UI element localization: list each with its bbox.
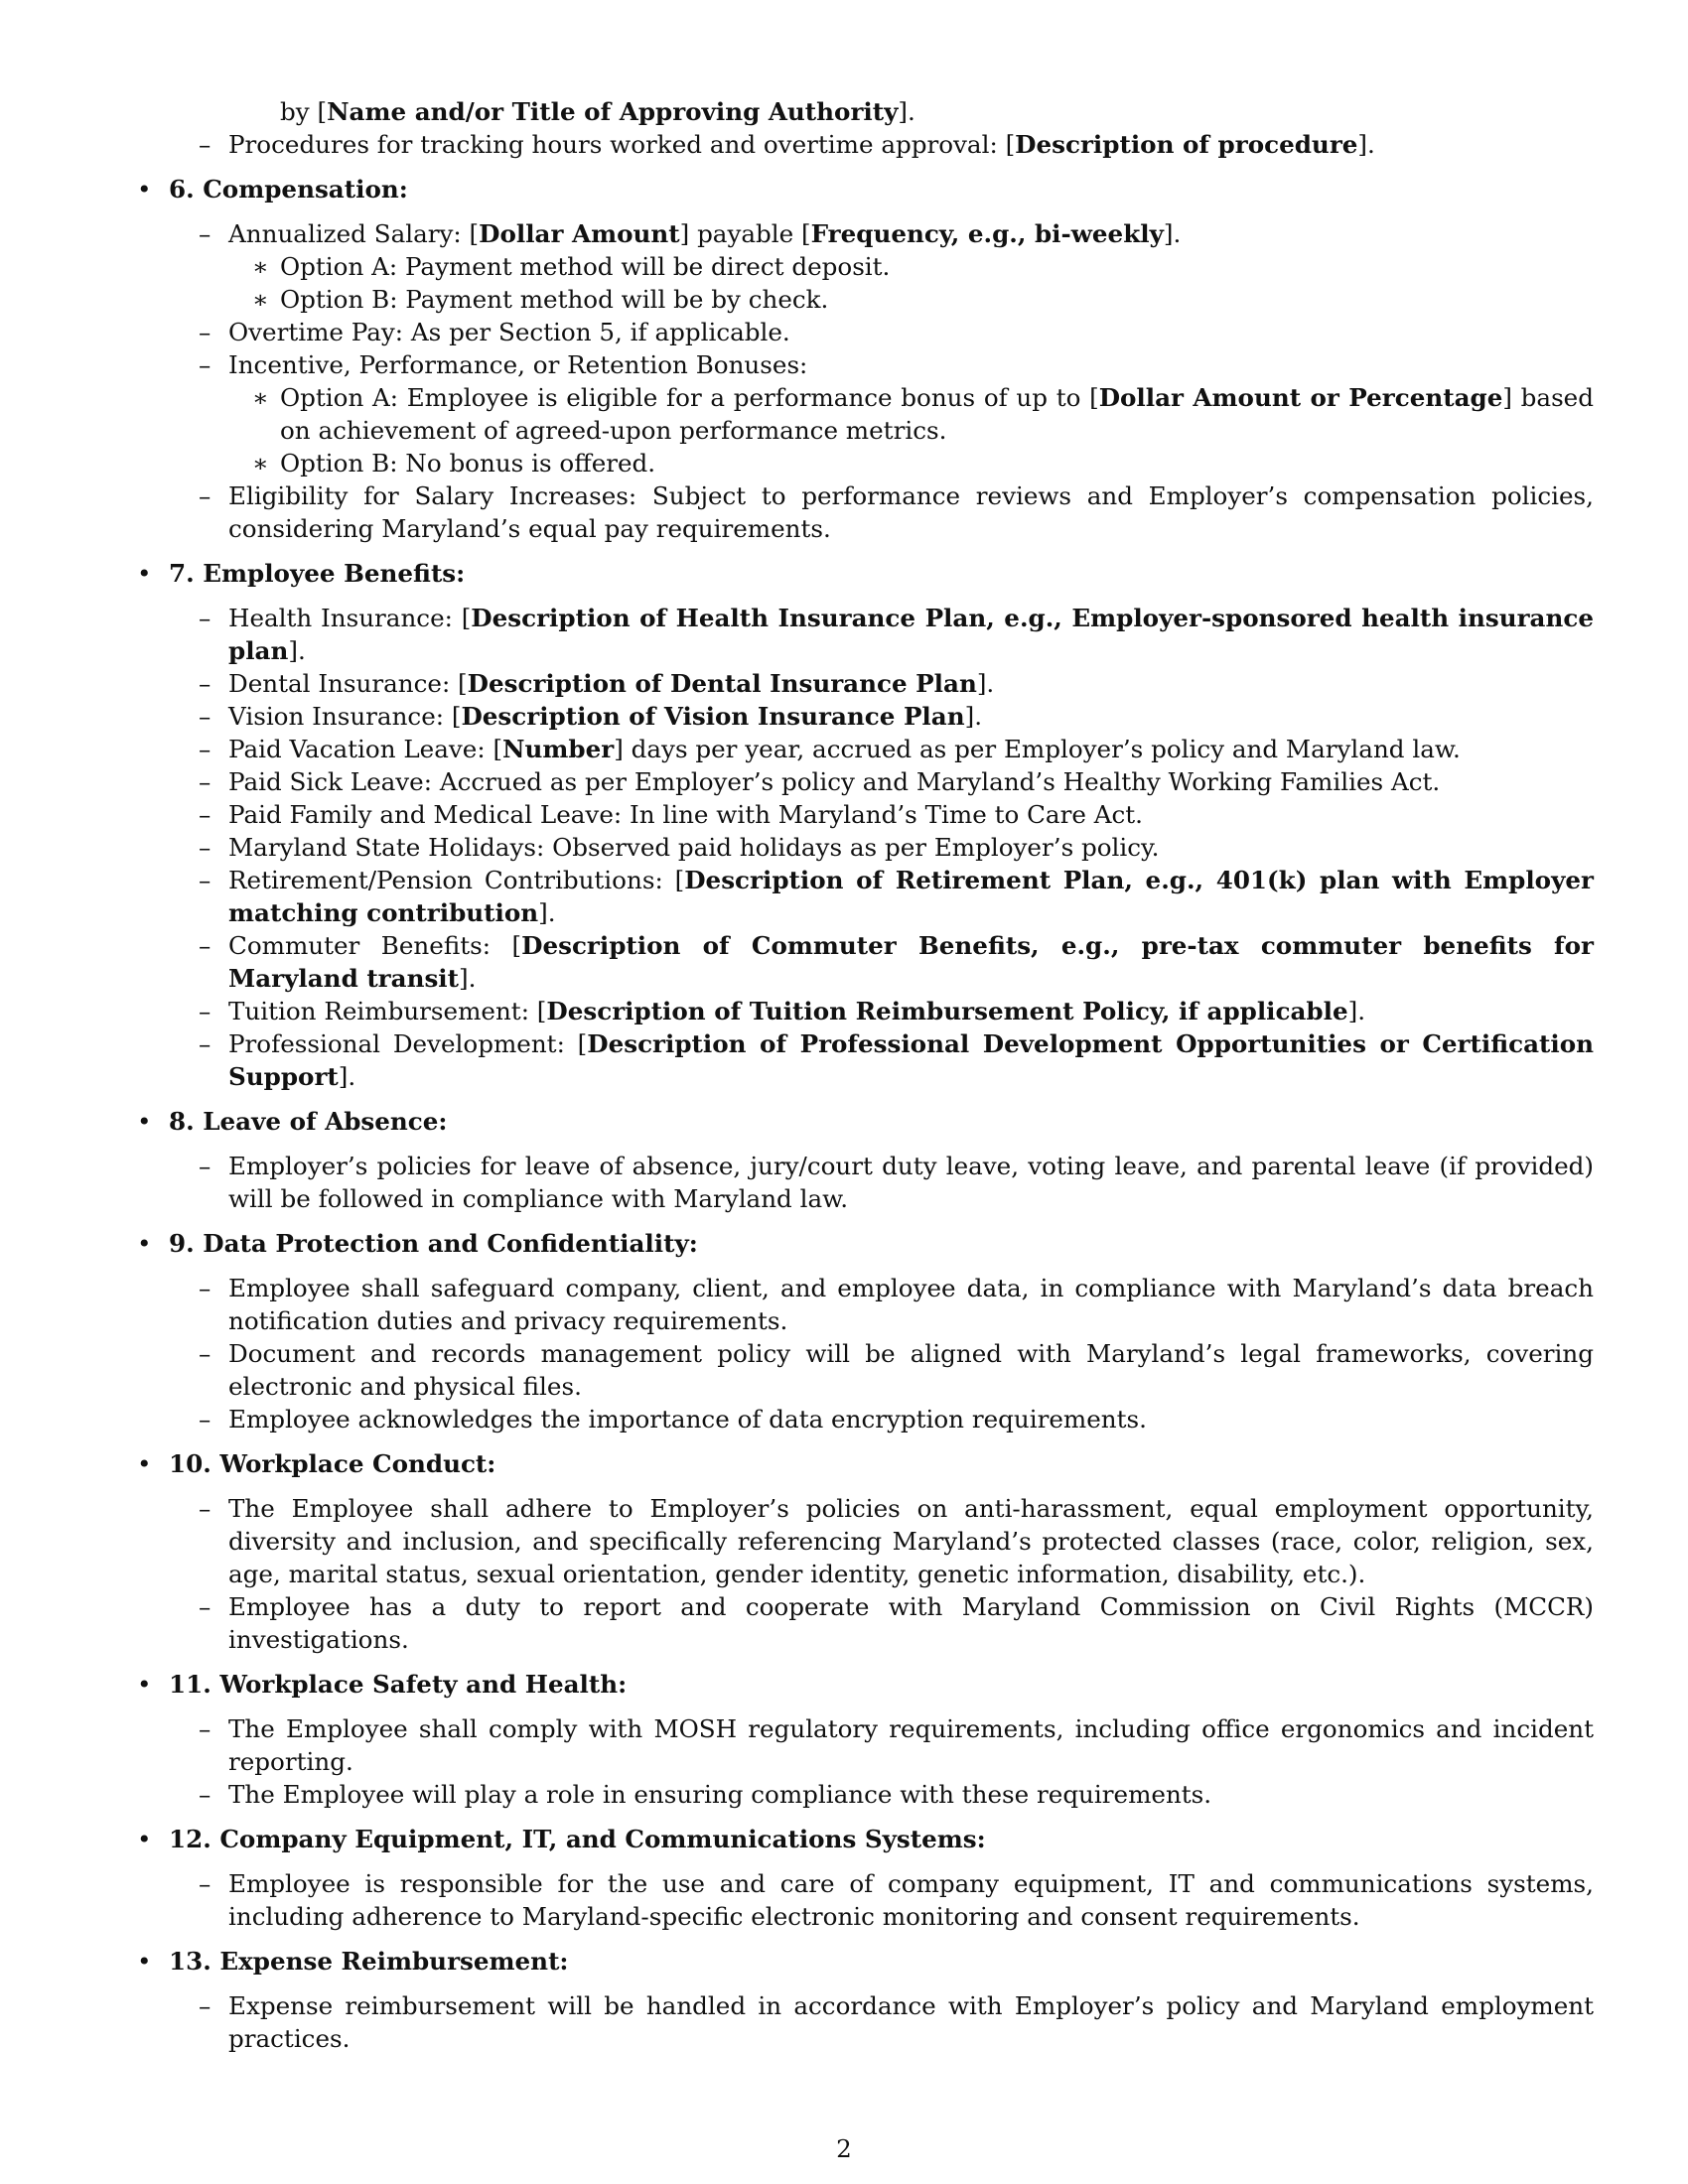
list-item [129, 217, 1594, 250]
list-item [129, 1492, 1594, 1590]
heading-text: 6. Compensation: [169, 175, 408, 204]
asterisk-bullet: ∗ [252, 383, 269, 412]
placeholder-tuition: Description of Tuition Reimbursement Policy, if applicable [546, 997, 1348, 1025]
list-item [129, 1272, 1594, 1337]
list-item [129, 667, 1594, 700]
text-span: ]. [1163, 219, 1182, 248]
section-workplace-safety [129, 1668, 1594, 1811]
text-span: Tuition Reimbursement: [ [228, 997, 547, 1025]
asterisk-bullet: ∗ [252, 285, 269, 314]
text-span: Employee has a duty to report and cooperate with Maryland Commission on Civil Rights (MCCR) investigations. [228, 1592, 1594, 1654]
text-span: ]. [1357, 130, 1375, 159]
section-items [129, 1989, 1594, 2055]
text-span: ]. [898, 97, 915, 126]
text-span: The Employee shall comply with MOSH regulatory requirements, including office ergonomics and incident reporting. [228, 1714, 1594, 1776]
placeholder-health: Description of Health Insurance Plan, e.g., Employer-sponsored health insurance plan [228, 604, 1594, 665]
section-items [129, 1867, 1594, 1933]
dash-bullet: – [199, 1405, 211, 1433]
text-span: ] days per year, accrued as per Employer’s policy and Maryland law. [614, 735, 1461, 763]
text-span: ]. [976, 669, 995, 698]
dash-bullet: – [199, 1780, 211, 1809]
text-span: Professional Development: [ [228, 1029, 588, 1058]
list-item [129, 1403, 1594, 1435]
text-span: by [ [280, 97, 328, 126]
list-item [129, 1867, 1594, 1933]
list-item [129, 1150, 1594, 1215]
placeholder-frequency: Frequency, e.g., bi-weekly [810, 219, 1164, 248]
section-items [129, 1712, 1594, 1811]
list-item [129, 1778, 1594, 1811]
bullet-icon: • [137, 1670, 152, 1699]
section-heading [129, 1227, 1594, 1260]
dash-bullet: – [199, 735, 211, 763]
section-heading [129, 173, 1594, 205]
text-span: ]. [964, 702, 983, 731]
text-span: Option B: Payment method will be by check. [280, 285, 829, 314]
text-span: Employer’s policies for leave of absence, jury/court duty leave, voting leave, and parental leave (if provided) will be followed in compliance with Maryland law. [228, 1152, 1594, 1213]
text-span: Vision Insurance: [ [228, 702, 462, 731]
list-item [129, 864, 1594, 929]
dash-bullet: – [199, 1029, 211, 1058]
text-span: Procedures for tracking hours worked and overtime approval: [ [228, 130, 1016, 159]
section-leave-of-absence [129, 1105, 1594, 1215]
dash-bullet: – [199, 481, 211, 510]
bullet-icon: • [137, 1947, 152, 1976]
dash-bullet: – [199, 800, 211, 829]
heading-text: 8. Leave of Absence: [169, 1107, 448, 1136]
list-item [129, 1590, 1594, 1656]
text-span: Expense reimbursement will be handled in accordance with Employer’s policy and Maryland employment practices. [228, 1991, 1594, 2053]
section-heading [129, 1105, 1594, 1138]
dash-bullet: – [199, 350, 211, 379]
placeholder-commuter: Description of Commuter Benefits, e.g., pre-tax commuter benefits for Maryland transit [228, 931, 1594, 993]
dash-bullet: – [199, 1714, 211, 1743]
section-items [129, 602, 1594, 1093]
section-heading [129, 557, 1594, 590]
bullet-icon: • [137, 1107, 152, 1136]
bullet-icon: • [137, 175, 152, 204]
text-span: Overtime Pay: As per Section 5, if applicable. [228, 318, 790, 346]
text-span: ] based on achievement of agreed-upon performance metrics. [280, 383, 1594, 445]
text-span: Retirement/Pension Contributions: [ [228, 866, 685, 894]
list-item [129, 602, 1594, 667]
placeholder-number: Number [502, 735, 615, 763]
list-item [129, 1989, 1594, 2055]
list-item [129, 733, 1594, 765]
dash-bullet: – [199, 1339, 211, 1368]
dash-bullet: – [199, 1592, 211, 1621]
text-span: Employee shall safeguard company, client, and employee data, in compliance with Maryland’s data breach notification duties and privacy requirements. [228, 1274, 1594, 1335]
section-workplace-conduct [129, 1447, 1594, 1656]
dash-bullet: – [199, 219, 211, 248]
asterisk-bullet: ∗ [252, 252, 269, 281]
text-span: Health Insurance: [ [228, 604, 472, 632]
placeholder-retirement: Description of Retirement Plan, e.g., 401(k) plan with Employer matching contribution [228, 866, 1594, 927]
sub-list-item [129, 381, 1594, 447]
bullet-icon: • [137, 1825, 152, 1853]
heading-text: 11. Workplace Safety and Health: [169, 1670, 628, 1699]
text-span: Option B: No bonus is offered. [280, 449, 656, 478]
placeholder-dental: Description of Dental Insurance Plan [467, 669, 977, 698]
dash-bullet: – [199, 318, 211, 346]
dash-bullet: – [199, 866, 211, 894]
dash-bullet: – [199, 702, 211, 731]
dash-bullet: – [199, 669, 211, 698]
heading-text: 7. Employee Benefits: [169, 559, 466, 588]
text-span: Annualized Salary: [ [228, 219, 480, 248]
text-span: ]. [459, 964, 477, 993]
page-number: 2 [836, 2134, 852, 2163]
placeholder-procedure: Description of procedure [1015, 130, 1358, 159]
text-span: Option A: Payment method will be direct deposit. [280, 252, 891, 281]
section-items [129, 217, 1594, 545]
list-item [129, 995, 1594, 1027]
list-item [129, 1027, 1594, 1093]
document-body [129, 95, 1594, 2055]
dash-bullet: – [199, 1991, 211, 2020]
list-item [129, 831, 1594, 864]
list-item [129, 1712, 1594, 1778]
dash-bullet: – [199, 604, 211, 632]
section-heading [129, 1668, 1594, 1701]
section-heading [129, 1447, 1594, 1480]
section-items [129, 1272, 1594, 1435]
section-heading [129, 1823, 1594, 1855]
bullet-icon: • [137, 559, 152, 588]
text-span: Document and records management policy will be aligned with Maryland’s legal frameworks, covering electronic and physical files. [228, 1339, 1594, 1401]
section-heading [129, 1945, 1594, 1978]
dash-bullet: – [199, 1152, 211, 1180]
section-data-protection [129, 1227, 1594, 1435]
dash-bullet: – [199, 833, 211, 862]
sub-list-item [129, 250, 1594, 283]
text-span: Employee is responsible for the use and care of company equipment, IT and communications systems, including adherence to Maryland-specific electronic monitoring and consent requirements. [228, 1869, 1594, 1931]
placeholder-bonus-amount: Dollar Amount or Percentage [1098, 383, 1503, 412]
section-employee-benefits [129, 557, 1594, 1093]
section-items [129, 1150, 1594, 1215]
placeholder-approving-authority: Name and/or Title of Approving Authority [327, 97, 899, 126]
dash-bullet: – [199, 130, 211, 159]
list-item [129, 1337, 1594, 1403]
list-item [129, 700, 1594, 733]
text-span: Paid Family and Medical Leave: In line with Maryland’s Time to Care Act. [228, 800, 1143, 829]
dash-bullet: – [199, 1869, 211, 1898]
list-item [129, 348, 1594, 381]
bullet-icon: • [137, 1449, 152, 1478]
dash-bullet: – [199, 1494, 211, 1523]
heading-text: 12. Company Equipment, IT, and Communications Systems: [169, 1825, 986, 1853]
dash-bullet: – [199, 931, 211, 960]
heading-text: 13. Expense Reimbursement: [169, 1947, 569, 1976]
sub-list-item [129, 447, 1594, 479]
heading-text: 10. Workplace Conduct: [169, 1449, 496, 1478]
text-span: The Employee will play a role in ensuring compliance with these requirements. [228, 1780, 1212, 1809]
placeholder-dollar-amount: Dollar Amount [479, 219, 680, 248]
text-span: ]. [1347, 997, 1366, 1025]
text-span: ]. [338, 1062, 356, 1091]
list-item [129, 479, 1594, 545]
list-item [129, 765, 1594, 798]
text-span: Dental Insurance: [ [228, 669, 468, 698]
dash-bullet: – [199, 997, 211, 1025]
section-company-equipment [129, 1823, 1594, 1933]
asterisk-bullet: ∗ [252, 449, 269, 478]
text-span: ]. [538, 898, 556, 927]
text-span: Employee acknowledges the importance of data encryption requirements. [228, 1405, 1147, 1433]
list-item [129, 128, 1594, 161]
section-compensation [129, 173, 1594, 545]
dash-bullet: – [199, 767, 211, 796]
text-span: Paid Sick Leave: Accrued as per Employer’s policy and Maryland’s Healthy Working Families Act. [228, 767, 1441, 796]
section-expense-reimbursement [129, 1945, 1594, 2055]
dash-bullet: – [199, 1274, 211, 1302]
text-span: The Employee shall adhere to Employer’s policies on anti-harassment, equal employment opportunity, diversity and inclusion, and specifically referencing Maryland’s protected classes (race, color, religion, sex, age, marital status, sexual orientation, gender identity, genetic information, disability, etc.). [228, 1494, 1594, 1588]
placeholder-professional: Description of Professional Development Opportunities or Certification Support [228, 1029, 1594, 1091]
text-span: Paid Vacation Leave: [ [228, 735, 503, 763]
text-span: Incentive, Performance, or Retention Bonuses: [228, 350, 808, 379]
text-span: Eligibility for Salary Increases: Subject to performance reviews and Employer’s compensation policies, considering Maryland’s equal pay requirements. [228, 481, 1594, 543]
continuation-text [129, 95, 1594, 128]
list-item [129, 798, 1594, 831]
bullet-icon: • [137, 1229, 152, 1258]
text-span: Maryland State Holidays: Observed paid holidays as per Employer’s policy. [228, 833, 1160, 862]
text-span: ] payable [ [679, 219, 811, 248]
text-span: Option A: Employee is eligible for a performance bonus of up to [ [280, 383, 1099, 412]
text-span: Commuter Benefits: [ [228, 931, 522, 960]
heading-text: 9. Data Protection and Confidentiality: [169, 1229, 698, 1258]
placeholder-vision: Description of Vision Insurance Plan [461, 702, 965, 731]
list-item [129, 316, 1594, 348]
list-item [129, 929, 1594, 995]
section-items [129, 1492, 1594, 1656]
sub-list-item [129, 283, 1594, 316]
text-span: ]. [288, 636, 306, 665]
